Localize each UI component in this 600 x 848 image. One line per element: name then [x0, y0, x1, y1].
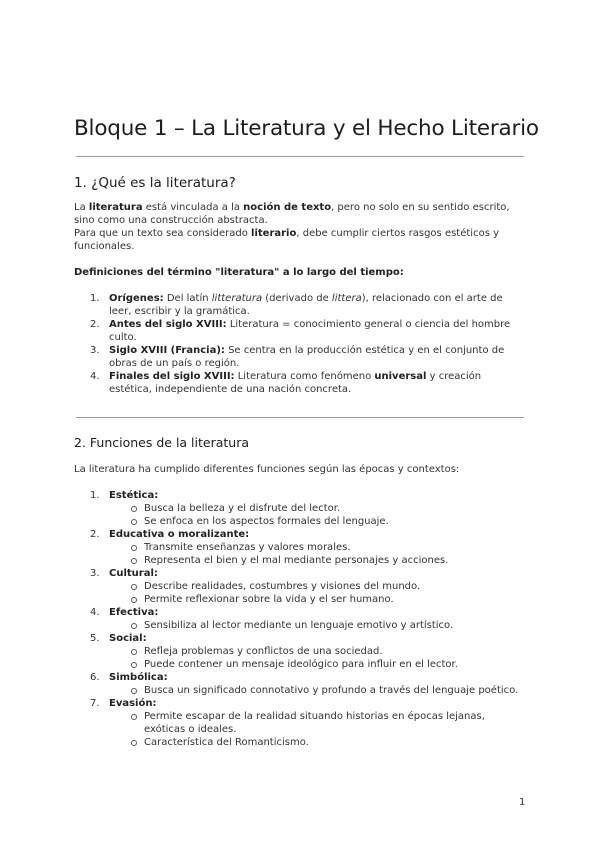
sub-item-text: Característica del Romanticismo.	[144, 737, 309, 748]
sub-item-text: Representa el bien y el mal mediante personajes y acciones.	[144, 555, 449, 566]
sub-item-text: Busca la belleza y el disfrute del lector.	[144, 503, 341, 514]
item-number: 5.	[90, 633, 100, 644]
bullet-icon	[131, 519, 137, 525]
bullet-icon	[131, 662, 137, 668]
function-name: Cultural:	[109, 568, 158, 579]
divider	[76, 156, 524, 157]
sub-item-text: Se enfoca en los aspectos formales del lenguaje.	[144, 516, 389, 527]
intro-text: Para que un texto sea considerado	[74, 228, 252, 239]
item-number: 4.	[90, 607, 100, 618]
section1-heading: 1. ¿Qué es la literatura?	[74, 175, 236, 191]
sub-item	[109, 710, 526, 736]
sub-item	[109, 736, 526, 749]
sub-item	[109, 593, 526, 606]
definition-term: Antes del siglo XVIII:	[109, 319, 227, 330]
item-number: 2.	[90, 529, 100, 540]
section2-intro: La literatura ha cumplido diferentes funciones según las épocas y contextos:	[74, 464, 460, 475]
intro-bold-literatura: literatura	[88, 202, 143, 213]
intro-text: La	[74, 202, 89, 213]
definition-term: Finales del siglo XVIII:	[109, 371, 235, 382]
functions-list	[74, 489, 526, 749]
item-number: 3.	[90, 568, 100, 579]
bullet-icon	[131, 714, 137, 720]
sub-item	[109, 645, 526, 658]
definition-item	[74, 292, 526, 318]
sub-list	[109, 502, 526, 528]
item-number: 2.	[90, 319, 100, 330]
sub-item-text: Transmite enseñanzas y valores morales.	[144, 542, 351, 553]
intro-text: , debe cumplir ciertos rasgos estéticos y funcionales.	[74, 228, 499, 252]
function-name: Social:	[109, 633, 147, 644]
divider	[76, 417, 524, 418]
sub-item	[109, 541, 526, 554]
sub-list	[109, 619, 526, 632]
bullet-icon	[131, 623, 137, 629]
function-item	[74, 606, 526, 632]
sub-item	[109, 502, 526, 515]
definitions-heading	[74, 266, 526, 279]
sub-item	[109, 580, 526, 593]
item-number: 1.	[90, 490, 100, 501]
definition-term: Siglo XVIII (Francia):	[109, 345, 225, 356]
item-number: 7.	[90, 698, 100, 709]
section1-intro	[74, 201, 526, 253]
sub-item-text: Permite reflexionar sobre la vida y el ser humano.	[144, 594, 394, 605]
definition-bold: universal	[374, 371, 427, 382]
sub-item-text: Describe realidades, costumbres y visiones del mundo.	[144, 581, 421, 592]
bullet-icon	[131, 740, 137, 746]
sub-list	[109, 580, 526, 606]
definition-term: Orígenes:	[109, 293, 164, 304]
sub-item-text: Permite escapar de la realidad situando historias en épocas lejanas, exóticas o ideales.	[144, 711, 485, 735]
function-name: Educativa o moralizante:	[109, 529, 250, 540]
function-item	[74, 528, 526, 567]
page-title: Bloque 1 – La Literatura y el Hecho Literario	[74, 116, 539, 141]
sub-list	[109, 684, 526, 697]
item-number: 1.	[90, 293, 100, 304]
sub-item	[109, 554, 526, 567]
definition-text: Literatura como fenómeno	[234, 371, 375, 382]
definition-italic: litteratura	[211, 293, 263, 304]
item-number: 6.	[90, 672, 100, 683]
sub-item-text: Puede contener un mensaje ideológico para influir en el lector.	[144, 659, 458, 670]
bullet-icon	[131, 584, 137, 590]
item-number: 3.	[90, 345, 100, 356]
definition-text: ), relacionado con el arte de leer, escribir y la gramática.	[109, 293, 503, 317]
intro-bold-literario: literario	[251, 228, 297, 239]
definition-item	[74, 344, 526, 370]
bullet-icon	[131, 597, 137, 603]
definition-text: Literatura = conocimiento general o ciencia del hombre culto.	[109, 319, 511, 343]
sub-list	[109, 645, 526, 671]
bullet-icon	[131, 545, 137, 551]
section2-heading: 2. Funciones de la literatura	[74, 435, 250, 450]
definition-text: Del latín	[163, 293, 212, 304]
intro-text: está vinculada a la	[142, 202, 244, 213]
function-name: Efectiva:	[109, 607, 159, 618]
sub-item	[109, 619, 526, 632]
sub-item-text: Busca un significado connotativo y profundo a través del lenguaje poético.	[144, 685, 519, 696]
function-item	[74, 567, 526, 606]
sub-list	[109, 541, 526, 567]
definition-text: (derivado de	[262, 293, 332, 304]
definitions-heading-text: Definiciones del término "literatura" a lo largo del tiempo:	[74, 267, 404, 278]
definition-item	[74, 318, 526, 344]
definitions-list	[74, 292, 526, 396]
bullet-icon	[131, 688, 137, 694]
intro-text: , pero no solo en su sentido escrito, sino como una construcción abstracta.	[74, 202, 510, 226]
item-number: 4.	[90, 371, 100, 382]
sub-item	[109, 684, 526, 697]
definition-item	[74, 370, 526, 396]
sub-list	[109, 710, 526, 749]
function-name: Evasión:	[109, 698, 157, 709]
definition-text: Se centra en la producción estética y en el conjunto de obras de un país o región.	[109, 345, 505, 369]
definition-text: y creación estética, independiente de una nación concreta.	[109, 371, 482, 395]
function-item	[74, 489, 526, 528]
bullet-icon	[131, 558, 137, 564]
bullet-icon	[131, 649, 137, 655]
intro-bold-nocion: noción de texto	[243, 202, 332, 213]
page-number: 1	[519, 797, 526, 808]
sub-item-text: Refleja problemas y conflictos de una sociedad.	[144, 646, 383, 657]
function-item	[74, 671, 526, 697]
sub-item	[109, 658, 526, 671]
bullet-icon	[131, 506, 137, 512]
sub-item	[109, 515, 526, 528]
function-item	[74, 632, 526, 671]
sub-item-text: Sensibiliza al lector mediante un lenguaje emotivo y artístico.	[144, 620, 454, 631]
function-name: Estética:	[109, 490, 159, 501]
function-name: Simbólica:	[109, 672, 168, 683]
definition-italic: littera	[331, 293, 362, 304]
function-item	[74, 697, 526, 749]
